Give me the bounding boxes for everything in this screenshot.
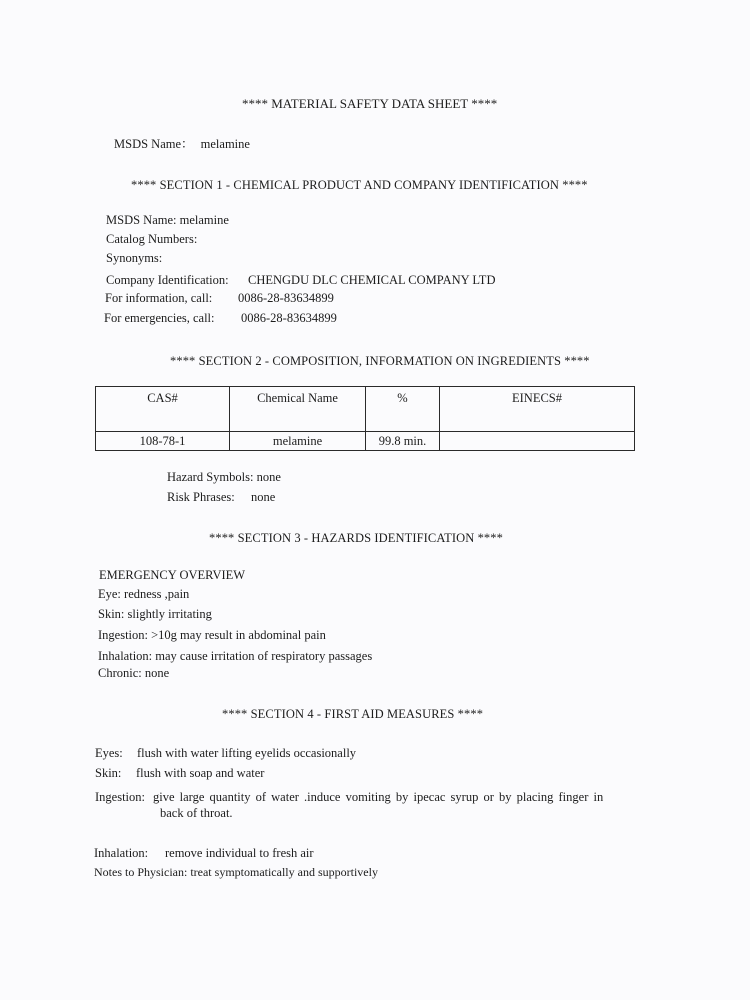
emergency-overview: EMERGENCY OVERVIEW bbox=[99, 568, 246, 582]
msds-name-line bbox=[114, 136, 250, 152]
company-label: Company Identification: bbox=[106, 273, 229, 287]
info-label: For information, call: bbox=[105, 291, 213, 305]
cell-chemical-name: melamine bbox=[230, 432, 366, 451]
section4-heading: **** SECTION 4 - FIRST AID MEASURES **** bbox=[222, 707, 484, 721]
hazard-inhalation: Inhalation: may cause irritation of respiratory passages bbox=[98, 649, 373, 663]
firstaid-eyes-line bbox=[95, 745, 357, 761]
hazard-eye: Eye: redness ,pain bbox=[98, 587, 190, 601]
header-percent: % bbox=[366, 387, 440, 432]
hazard-chronic: Chronic: none bbox=[98, 666, 170, 680]
composition-table bbox=[95, 386, 635, 451]
emergency-phone: 0086-28-83634899 bbox=[241, 311, 337, 325]
company-value: CHENGDU DLC CHEMICAL COMPANY LTD bbox=[248, 273, 496, 287]
hazard-ingestion: Ingestion: >10g may result in abdominal pain bbox=[98, 628, 326, 642]
eyes-label: Eyes: bbox=[95, 746, 123, 760]
risk-label: Risk Phrases: bbox=[167, 490, 235, 504]
ingestion-label: Ingestion: bbox=[95, 790, 145, 804]
section1-catalog-numbers: Catalog Numbers: bbox=[106, 232, 198, 246]
table-row bbox=[96, 432, 635, 451]
risk-value: none bbox=[251, 490, 276, 504]
section1-info-line bbox=[105, 290, 334, 306]
section1-heading: **** SECTION 1 - CHEMICAL PRODUCT AND COMPANY IDENTIFICATION **** bbox=[131, 178, 588, 192]
cell-cas: 108-78-1 bbox=[96, 432, 230, 451]
firstaid-ingestion-line bbox=[95, 789, 604, 805]
inhalation-label: Inhalation: bbox=[94, 846, 149, 860]
cell-percent: 99.8 min. bbox=[366, 432, 440, 451]
section1-emergency-line bbox=[104, 310, 337, 326]
header-einecs: EINECS# bbox=[440, 387, 635, 432]
info-phone: 0086-28-83634899 bbox=[238, 291, 334, 305]
cell-einecs bbox=[440, 432, 635, 451]
section2-heading: **** SECTION 2 - COMPOSITION, INFORMATION ON INGREDIENTS **** bbox=[170, 354, 590, 368]
risk-phrases-line bbox=[167, 489, 276, 505]
section1-msds-name: MSDS Name: melamine bbox=[106, 213, 229, 227]
eyes-value: flush with water lifting eyelids occasionally bbox=[137, 746, 357, 760]
emergency-label: For emergencies, call: bbox=[104, 311, 215, 325]
document-title: **** MATERIAL SAFETY DATA SHEET **** bbox=[242, 96, 498, 111]
skin-value: flush with soap and water bbox=[136, 766, 265, 780]
section3-heading: **** SECTION 3 - HAZARDS IDENTIFICATION **** bbox=[209, 531, 503, 545]
firstaid-skin-line bbox=[95, 765, 265, 781]
inhalation-value: remove individual to fresh air bbox=[165, 846, 314, 860]
ingestion-value-continued: back of throat. bbox=[160, 806, 233, 820]
skin-label: Skin: bbox=[95, 766, 122, 780]
notes-to-physician: Notes to Physician: treat symptomatically and supportively bbox=[94, 865, 378, 879]
table-header-row bbox=[96, 387, 635, 432]
ingestion-value: give large quantity of water .induce vomiting by ipecac syrup or by placing finger in bbox=[153, 790, 604, 804]
hazard-symbols: Hazard Symbols: none bbox=[167, 470, 281, 484]
section1-company-line bbox=[106, 272, 496, 288]
section1-synonyms: Synonyms: bbox=[106, 251, 163, 265]
firstaid-inhalation-line bbox=[94, 845, 314, 861]
hazard-skin: Skin: slightly irritating bbox=[98, 607, 212, 621]
header-chemical-name: Chemical Name bbox=[230, 387, 366, 432]
msds-name-label: MSDS Name： bbox=[114, 137, 194, 151]
header-cas: CAS# bbox=[96, 387, 230, 432]
msds-name-value: melamine bbox=[200, 137, 250, 151]
